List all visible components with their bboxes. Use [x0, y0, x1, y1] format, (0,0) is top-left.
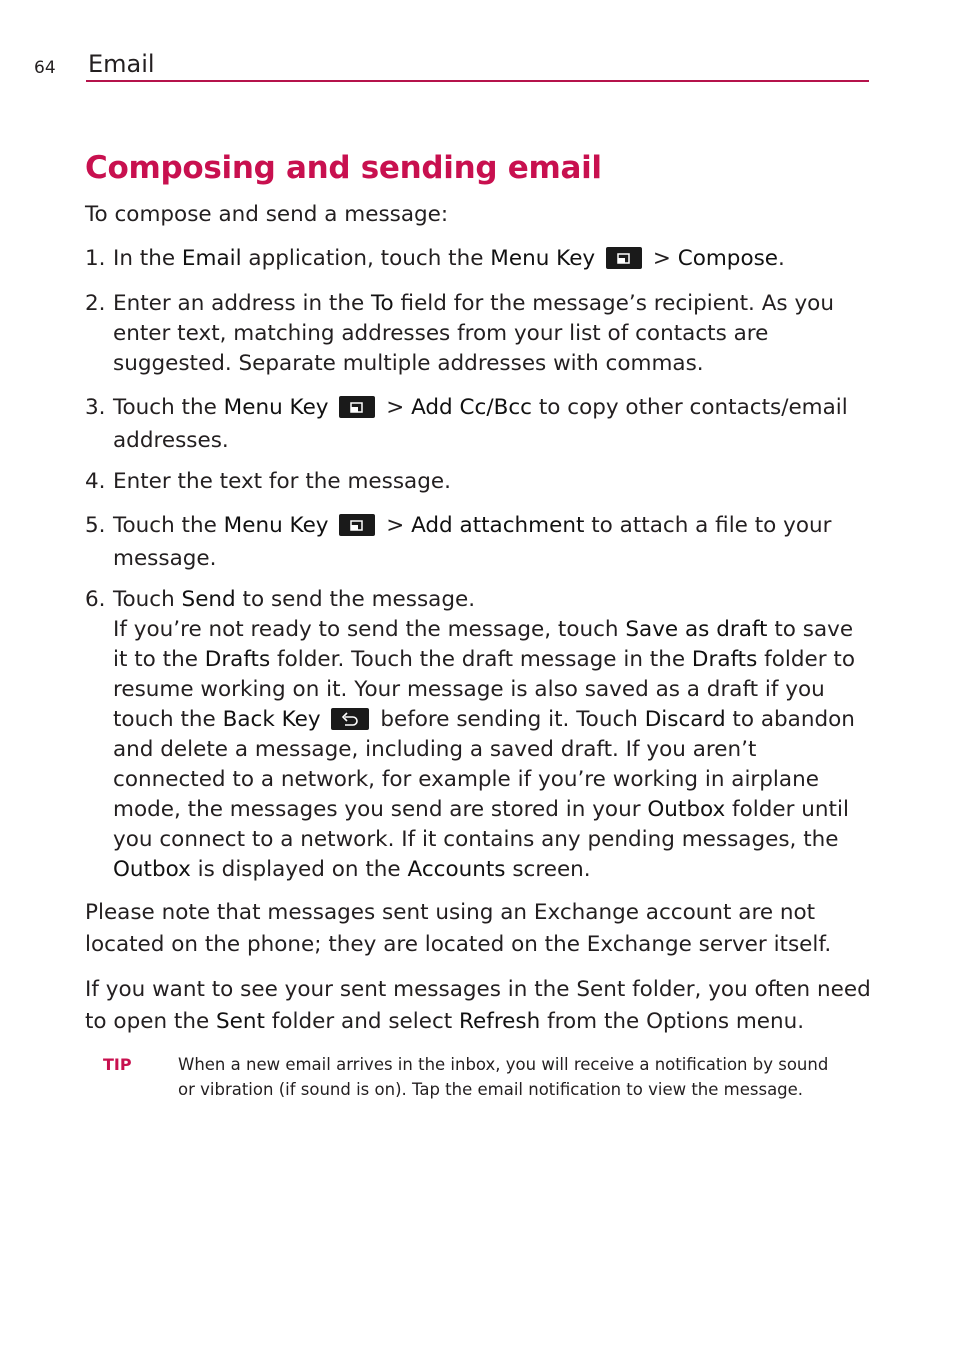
intro-text: To compose and send a message:	[85, 202, 449, 227]
step-6-detail: If you’re not ready to send the message, touch Save as draft to save it to the Drafts folder. Touch the draft message in the Drafts folder to resume working on it. Your message is also saved as a draft if you touch the Back Key before sending it. Touch Discard to abandon and delete a message, including a saved draft. If you aren’t connected to a network, for example if you’re working in airplane mode, the messages you send are stored in your Outbox folder until you connect to a network. If it contains any pending messages, the Outbox is displayed on the Accounts screen.	[113, 617, 855, 882]
tip-label: TIP	[103, 1055, 132, 1074]
exchange-note: Please note that messages sent using an Exchange account are not located on the phone; they are located on the Exchange server itself.	[85, 900, 832, 957]
menu-key-icon	[339, 396, 375, 418]
sent-folder-note: If you want to see your sent messages in the Sent folder, you often need to open the Sent folder and select Refresh from the Options menu.	[85, 977, 871, 1034]
page-title: Composing and sending email	[85, 150, 602, 186]
back-key-icon	[331, 708, 369, 730]
header-rule	[86, 80, 869, 82]
section-title: Email	[88, 50, 155, 78]
page-number: 64	[34, 58, 56, 78]
menu-key-icon	[606, 247, 642, 269]
menu-key-icon	[339, 514, 375, 536]
tip-text: When a new email arrives in the inbox, you will receive a notification by sound or vibration (if sound is on). Tap the email notification to view the message.	[178, 1055, 829, 1099]
